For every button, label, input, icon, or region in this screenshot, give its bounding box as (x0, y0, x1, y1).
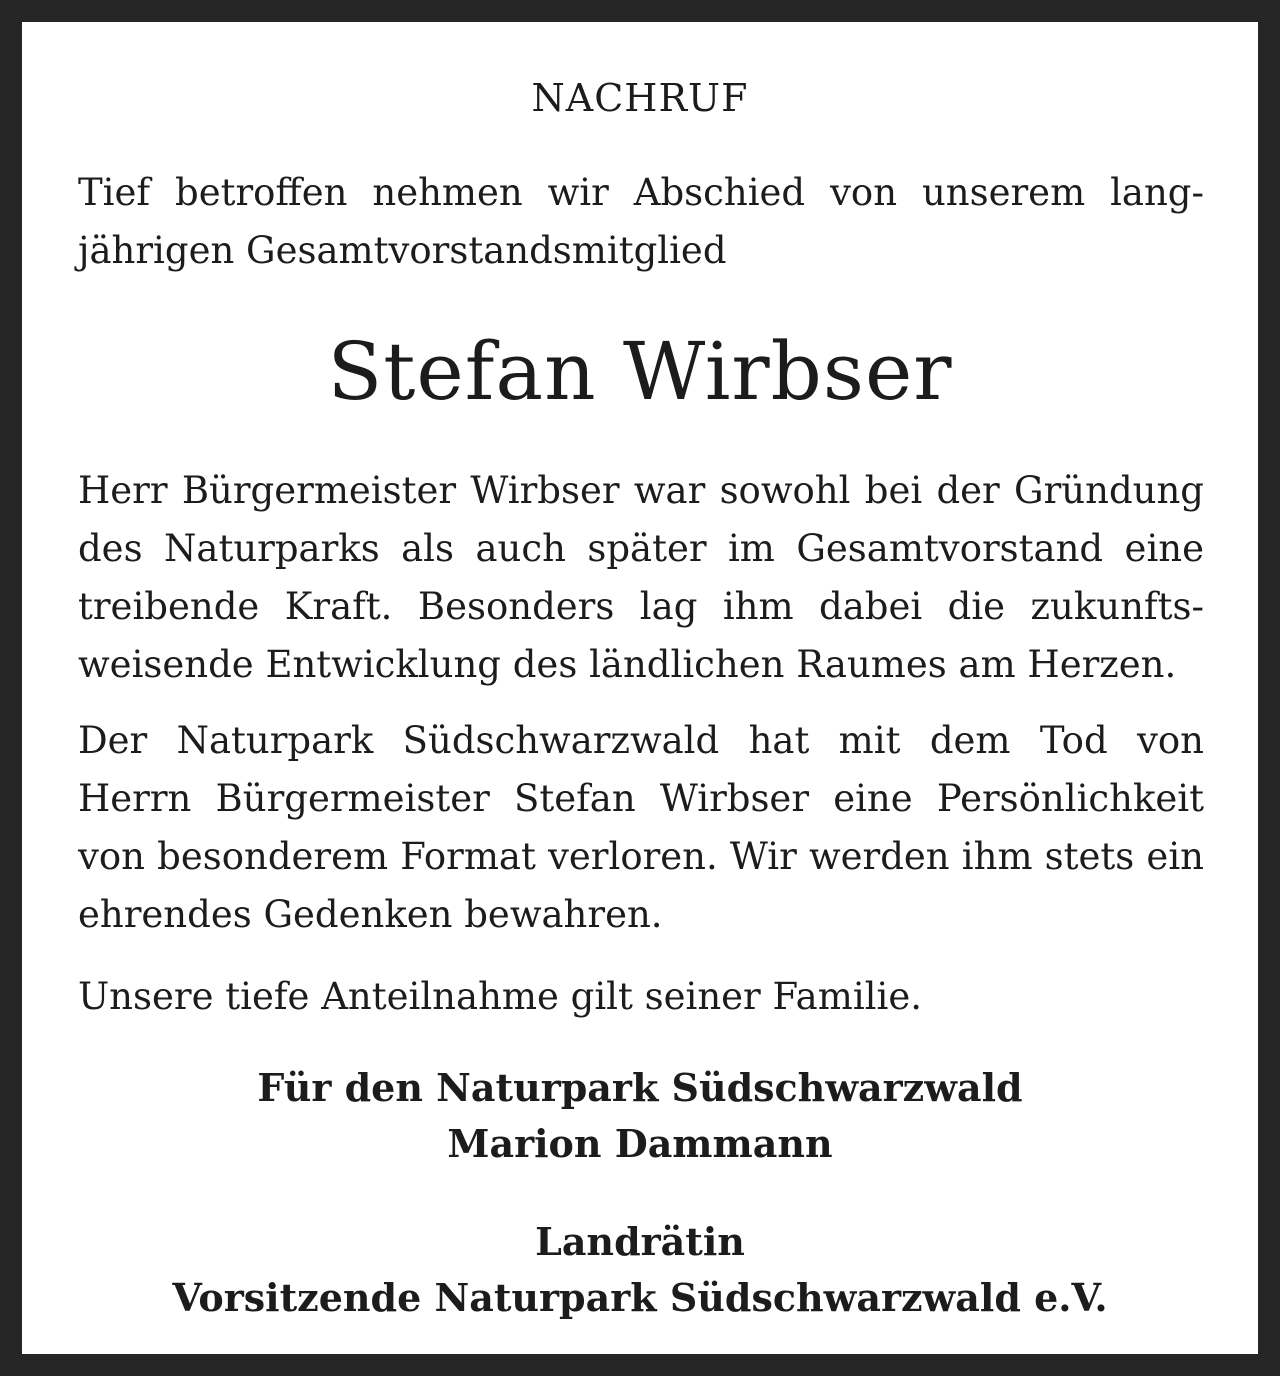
tribute-paragraph-2: Der Naturpark Südschwarzwald hat mit dem Tod von Herrn Bürgermeister Stefan Wirbser eine Persönlichkeit von besonderem Format verloren. Wir werden ihm stets ein ehrendes Gedenken bewahren. (78, 719, 1204, 936)
signature-person: Marion Dammann (447, 1121, 833, 1166)
notice-heading: NACHRUF (531, 76, 749, 120)
condolence-paragraph: Unsere tiefe Anteilnahme gilt seiner Familie. (78, 975, 922, 1018)
obituary-notice (22, 22, 1258, 1354)
signature-role: Vorsitzende Naturpark Südschwarzwald e.V. (172, 1275, 1108, 1320)
signature-title: Landrätin (535, 1219, 745, 1264)
deceased-name: Stefan Wirbser (327, 325, 953, 418)
signature-block-organization (22, 1060, 1258, 1172)
signature-block-title (22, 1214, 1258, 1326)
intro-paragraph: Tief betroffen nehmen wir Abschied von unserem langjährigen Gesamtvorstandsmitglied (78, 171, 1204, 272)
tribute-paragraph-1: Herr Bürgermeister Wirbser war sowohl bei der Gründung des Naturparks als auch später im Gesamtvorstand eine treibende Kraft. Besonders lag ihm dabei die zukunftsweisende Entwicklung des ländlichen Raumes am Herzen. (78, 469, 1204, 686)
signature-organization: Für den Naturpark Südschwarzwald (257, 1065, 1023, 1110)
